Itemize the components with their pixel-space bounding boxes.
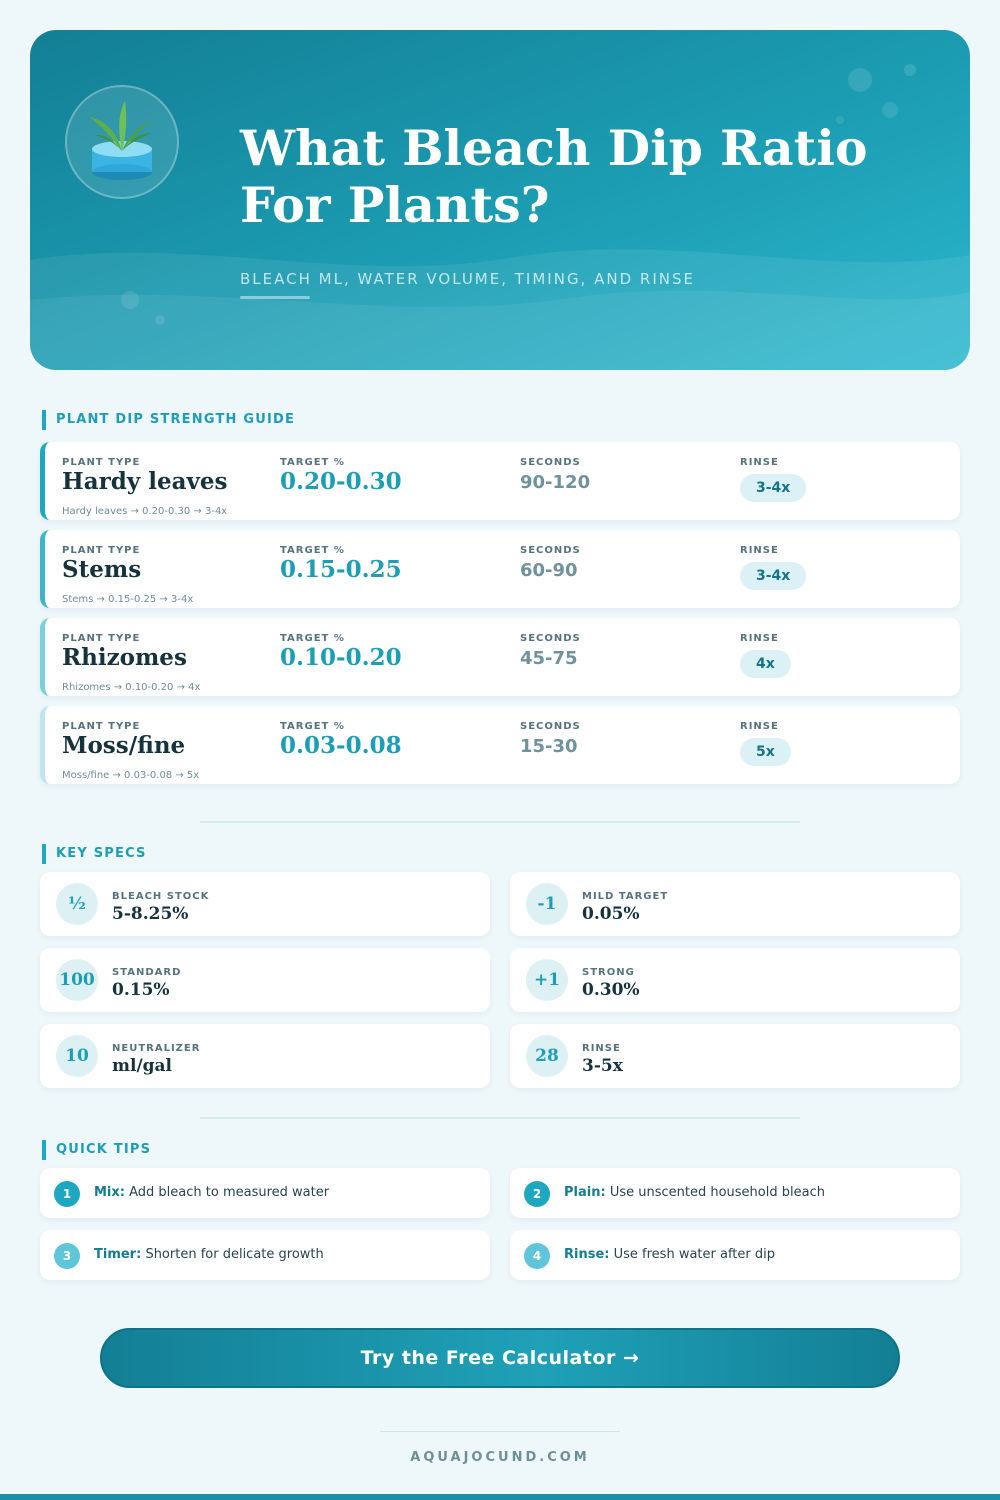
tip-body: Add bleach to measured water	[129, 1185, 330, 1200]
rinse-label: RINSE	[740, 457, 779, 468]
tip-title: Plain:	[564, 1185, 606, 1200]
seconds-label: SECONDS	[520, 633, 581, 644]
spec-badge-icon: 10	[56, 1035, 98, 1077]
spec-value: 0.05%	[582, 904, 640, 924]
tip-card	[40, 1230, 490, 1280]
spec-card	[40, 948, 490, 1012]
rinse-badge: 5x	[740, 738, 791, 766]
tip-number-badge: 3	[54, 1243, 80, 1269]
spec-label: STANDARD	[112, 967, 182, 978]
footer-bar	[0, 1494, 1000, 1500]
spec-value: 0.30%	[582, 980, 640, 1000]
spec-value: 0.15%	[112, 980, 170, 1000]
seconds-label: SECONDS	[520, 545, 581, 556]
tip-title: Rinse:	[564, 1247, 610, 1262]
tip-card	[510, 1230, 960, 1280]
spec-badge-icon: 28	[526, 1035, 568, 1077]
plant-name: Stems	[62, 556, 142, 583]
tip-body: Use fresh water after dip	[613, 1247, 775, 1262]
plant-name: Rhizomes	[62, 644, 187, 671]
dip-row	[40, 618, 960, 696]
title-line-1: What Bleach Dip Ratio	[240, 119, 868, 177]
spec-badge-icon: +1	[526, 959, 568, 1001]
target-percent: 0.10-0.20	[280, 644, 402, 671]
section-divider	[200, 1117, 800, 1119]
target-percent: 0.15-0.25	[280, 556, 402, 583]
spec-label: MILD TARGET	[582, 891, 669, 902]
target-label: TARGET %	[280, 545, 345, 556]
tip-text	[564, 1185, 825, 1200]
dip-seconds: 15-30	[520, 736, 578, 757]
target-label: TARGET %	[280, 633, 345, 644]
title-line-2: For Plants?	[240, 176, 550, 234]
key-specs-heading: KEY SPECS	[42, 844, 147, 864]
plant-in-water-icon	[65, 85, 179, 199]
hero-banner	[30, 30, 970, 370]
tip-number-badge: 1	[54, 1181, 80, 1207]
footer-site-link[interactable]: AQUAJOCUND.COM	[410, 1450, 590, 1465]
spec-card	[40, 872, 490, 936]
spec-badge-icon: ½	[56, 883, 98, 925]
plant-type-label: PLANT TYPE	[62, 457, 141, 468]
tip-number-badge: 4	[524, 1243, 550, 1269]
spec-label: STRONG	[582, 967, 635, 978]
subtitle-underline	[240, 296, 310, 299]
tip-text	[94, 1185, 329, 1200]
plant-name: Moss/fine	[62, 732, 186, 759]
spec-value: ml/gal	[112, 1056, 173, 1076]
dip-seconds: 45-75	[520, 648, 578, 669]
seconds-label: SECONDS	[520, 457, 581, 468]
row-summary: Moss/fine → 0.03-0.08 → 5x	[62, 770, 200, 781]
spec-card	[510, 1024, 960, 1088]
rinse-label: RINSE	[740, 545, 779, 556]
plant-type-label: PLANT TYPE	[62, 633, 141, 644]
spec-label: BLEACH STOCK	[112, 891, 210, 902]
row-summary: Stems → 0.15-0.25 → 3-4x	[62, 594, 194, 605]
rinse-label: RINSE	[740, 633, 779, 644]
row-summary: Rhizomes → 0.10-0.20 → 4x	[62, 682, 201, 693]
tip-title: Mix:	[94, 1185, 125, 1200]
section-divider	[200, 821, 800, 823]
rinse-badge: 4x	[740, 650, 791, 678]
target-percent: 0.03-0.08	[280, 732, 402, 759]
spec-label: NEUTRALIZER	[112, 1043, 201, 1054]
footer-divider	[380, 1431, 620, 1432]
plant-type-label: PLANT TYPE	[62, 721, 141, 732]
spec-value: 5-8.25%	[112, 904, 189, 924]
rinse-badge: 3-4x	[740, 562, 806, 590]
page-title	[240, 120, 940, 234]
tip-text	[564, 1247, 775, 1262]
dip-row	[40, 442, 960, 520]
seconds-label: SECONDS	[520, 721, 581, 732]
spec-badge-icon: -1	[526, 883, 568, 925]
quick-tips-heading: QUICK TIPS	[42, 1140, 151, 1160]
rinse-label: RINSE	[740, 721, 779, 732]
target-label: TARGET %	[280, 721, 345, 732]
tip-body: Shorten for delicate growth	[145, 1247, 324, 1262]
dip-seconds: 90-120	[520, 472, 591, 493]
dip-seconds: 60-90	[520, 560, 578, 581]
target-percent: 0.20-0.30	[280, 468, 402, 495]
spec-card	[510, 948, 960, 1012]
spec-card	[40, 1024, 490, 1088]
spec-value: 3-5x	[582, 1056, 623, 1076]
rinse-badge: 3-4x	[740, 474, 806, 502]
dip-row	[40, 706, 960, 784]
tip-number-badge: 2	[524, 1181, 550, 1207]
tip-body: Use unscented household bleach	[609, 1185, 825, 1200]
tip-title: Timer:	[94, 1247, 142, 1262]
plant-type-label: PLANT TYPE	[62, 545, 141, 556]
tip-card	[510, 1168, 960, 1218]
spec-card	[510, 872, 960, 936]
spec-badge-icon: 100	[56, 959, 98, 1001]
page-subtitle: BLEACH ML, WATER VOLUME, TIMING, AND RINSE	[240, 270, 695, 288]
free-calculator-button[interactable]: Try the Free Calculator →	[100, 1328, 900, 1388]
target-label: TARGET %	[280, 457, 345, 468]
row-summary: Hardy leaves → 0.20-0.30 → 3-4x	[62, 506, 228, 517]
tip-card	[40, 1168, 490, 1218]
tip-text	[94, 1247, 324, 1262]
spec-label: RINSE	[582, 1043, 621, 1054]
dip-guide-heading: PLANT DIP STRENGTH GUIDE	[42, 410, 295, 430]
plant-name: Hardy leaves	[62, 468, 228, 495]
dip-row	[40, 530, 960, 608]
